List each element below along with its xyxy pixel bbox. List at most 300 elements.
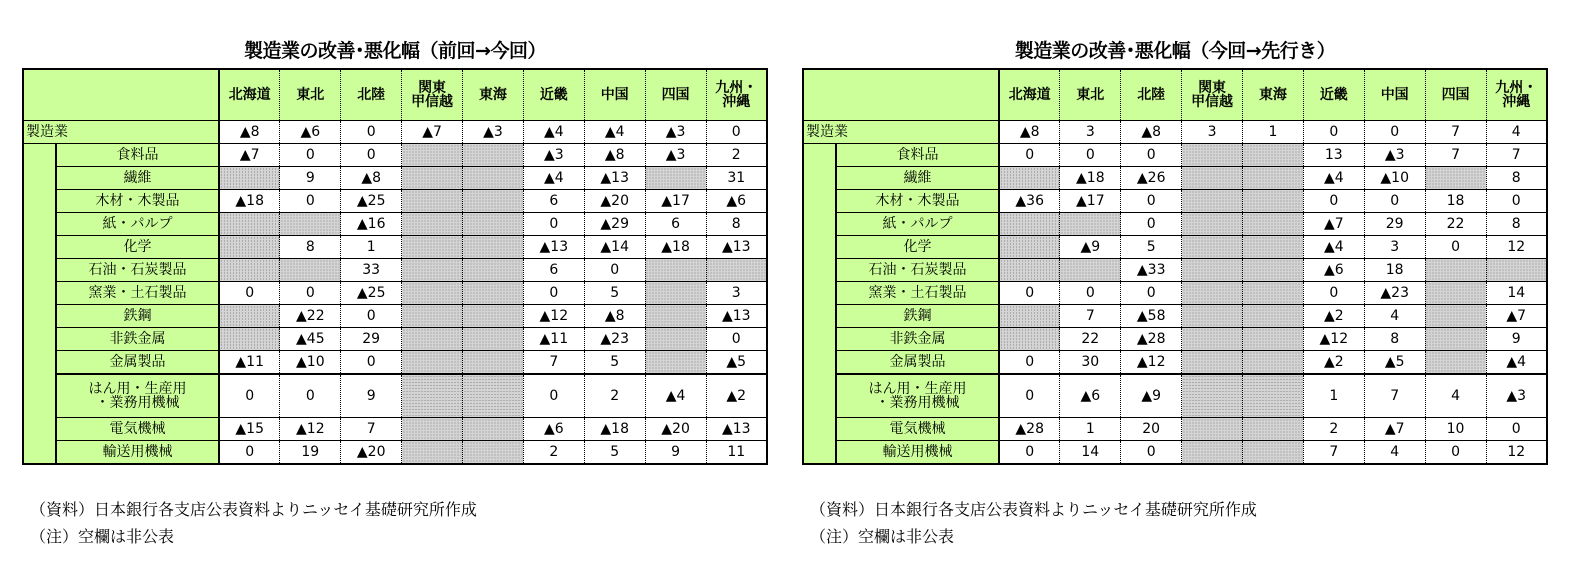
value-cell: 0: [1060, 144, 1121, 167]
value-cell: 8: [706, 213, 767, 236]
value-cell: ▲3: [645, 121, 706, 144]
value-cell: ▲20: [584, 190, 645, 213]
value-cell: 1: [1060, 418, 1121, 441]
value-cell: 3: [1182, 121, 1243, 144]
table-row: [23, 282, 767, 305]
value-cell: ▲13: [706, 305, 767, 328]
undisclosed-cell: [463, 374, 524, 418]
region-header: 東北: [280, 69, 341, 121]
value-cell: ▲7: [219, 144, 280, 167]
value-cell: ▲25: [341, 190, 402, 213]
value-cell: ▲2: [1303, 351, 1364, 375]
undisclosed-cell: [219, 328, 280, 351]
undisclosed-cell: [402, 328, 463, 351]
row-label: 鉄鋼: [56, 305, 219, 328]
undisclosed-cell: [1243, 167, 1304, 190]
value-cell: 0: [999, 144, 1060, 167]
value-cell: ▲7: [1303, 213, 1364, 236]
row-label: 繊維: [836, 167, 999, 190]
table-row: [23, 328, 767, 351]
undisclosed-cell: [402, 441, 463, 465]
table-row: [23, 167, 767, 190]
row-label: 繊維: [56, 167, 219, 190]
value-cell: 5: [1121, 236, 1182, 259]
value-cell: 0: [341, 144, 402, 167]
table-row: [803, 259, 1547, 282]
value-cell: 4: [1425, 374, 1486, 418]
row-label: 石油・石炭製品: [836, 259, 999, 282]
value-cell: 18: [1364, 259, 1425, 282]
value-cell: 13: [1303, 144, 1364, 167]
value-cell: ▲45: [280, 328, 341, 351]
value-cell: 0: [999, 441, 1060, 465]
value-cell: ▲11: [219, 351, 280, 375]
undisclosed-cell: [645, 282, 706, 305]
blank-note: （注）空欄は非公表: [810, 527, 955, 546]
value-cell: 9: [1486, 328, 1547, 351]
value-cell: ▲6: [1060, 374, 1121, 418]
undisclosed-cell: [402, 144, 463, 167]
region-header: 北海道: [219, 69, 280, 121]
row-label: 輸送用機械: [836, 441, 999, 465]
indent-bar: [803, 144, 836, 465]
value-cell: ▲14: [584, 236, 645, 259]
undisclosed-cell: [463, 213, 524, 236]
indent-bar: [23, 144, 56, 465]
undisclosed-cell: [1182, 190, 1243, 213]
table-row: [23, 144, 767, 167]
undisclosed-cell: [219, 213, 280, 236]
value-cell: ▲23: [584, 328, 645, 351]
value-cell: ▲28: [1121, 328, 1182, 351]
value-cell: 8: [1364, 328, 1425, 351]
undisclosed-cell: [219, 305, 280, 328]
table-row: [803, 236, 1547, 259]
row-label: 紙・パルプ: [56, 213, 219, 236]
value-cell: 4: [1364, 441, 1425, 465]
undisclosed-cell: [463, 351, 524, 375]
undisclosed-cell: [1182, 441, 1243, 465]
region-header: 東北: [1060, 69, 1121, 121]
value-cell: 7: [1425, 144, 1486, 167]
value-cell: 0: [1364, 190, 1425, 213]
value-cell: ▲28: [999, 418, 1060, 441]
value-cell: 8: [1486, 213, 1547, 236]
row-label: 電気機械: [836, 418, 999, 441]
undisclosed-cell: [1243, 213, 1304, 236]
table-row: [23, 236, 767, 259]
value-cell: 9: [341, 374, 402, 418]
undisclosed-cell: [1425, 259, 1486, 282]
value-cell: ▲8: [1121, 121, 1182, 144]
header-row: [23, 69, 767, 121]
value-cell: 4: [1364, 305, 1425, 328]
value-cell: 31: [706, 167, 767, 190]
value-cell: ▲5: [1364, 351, 1425, 375]
table-row: [23, 351, 767, 375]
row-label: 金属製品: [56, 351, 219, 375]
value-cell: 12: [1486, 236, 1547, 259]
value-cell: 0: [1425, 236, 1486, 259]
undisclosed-cell: [402, 374, 463, 418]
value-cell: 0: [584, 259, 645, 282]
row-label: 紙・パルプ: [836, 213, 999, 236]
row-label: はん用・生産用 ・業務用機械: [836, 374, 999, 418]
undisclosed-cell: [463, 236, 524, 259]
value-cell: ▲8: [584, 144, 645, 167]
value-cell: ▲33: [1121, 259, 1182, 282]
table-row: [803, 418, 1547, 441]
undisclosed-cell: [402, 259, 463, 282]
undisclosed-cell: [1060, 213, 1121, 236]
value-cell: ▲8: [584, 305, 645, 328]
undisclosed-cell: [1425, 305, 1486, 328]
value-cell: 0: [280, 144, 341, 167]
value-cell: 0: [523, 213, 584, 236]
region-header: 九州・ 沖縄: [1486, 69, 1547, 121]
value-cell: 8: [1486, 167, 1547, 190]
undisclosed-cell: [463, 418, 524, 441]
undisclosed-cell: [1425, 167, 1486, 190]
undisclosed-cell: [999, 167, 1060, 190]
undisclosed-cell: [999, 328, 1060, 351]
value-cell: 22: [1060, 328, 1121, 351]
value-cell: 0: [1060, 282, 1121, 305]
table-row: [23, 190, 767, 213]
value-cell: 0: [1121, 144, 1182, 167]
value-cell: 29: [341, 328, 402, 351]
undisclosed-cell: [463, 259, 524, 282]
undisclosed-cell: [1243, 418, 1304, 441]
row-label: 食料品: [836, 144, 999, 167]
row-label: 石油・石炭製品: [56, 259, 219, 282]
undisclosed-cell: [1243, 236, 1304, 259]
region-header: 中国: [1364, 69, 1425, 121]
undisclosed-cell: [402, 282, 463, 305]
table-row: [23, 213, 767, 236]
region-header: 近畿: [1303, 69, 1364, 121]
undisclosed-cell: [402, 213, 463, 236]
row-label: 食料品: [56, 144, 219, 167]
value-cell: ▲8: [341, 167, 402, 190]
undisclosed-cell: [463, 305, 524, 328]
value-cell: ▲3: [523, 144, 584, 167]
undisclosed-cell: [402, 418, 463, 441]
value-cell: ▲20: [341, 441, 402, 465]
region-header: 四国: [1425, 69, 1486, 121]
undisclosed-cell: [219, 167, 280, 190]
row-label: 化学: [836, 236, 999, 259]
value-cell: 0: [1303, 121, 1364, 144]
value-cell: 0: [1364, 121, 1425, 144]
table-row: [23, 259, 767, 282]
undisclosed-cell: [1243, 441, 1304, 465]
undisclosed-cell: [1243, 328, 1304, 351]
table-title: 製造業の改善･悪化幅（今回→先行き）: [1014, 40, 1336, 62]
header-corner: [803, 69, 999, 121]
value-cell: ▲17: [645, 190, 706, 213]
value-cell: 22: [1425, 213, 1486, 236]
value-cell: 3: [1060, 121, 1121, 144]
value-cell: 8: [280, 236, 341, 259]
table-row: [23, 305, 767, 328]
value-cell: ▲13: [706, 418, 767, 441]
value-cell: 0: [280, 374, 341, 418]
undisclosed-cell: [1182, 328, 1243, 351]
value-cell: ▲10: [1364, 167, 1425, 190]
row-label: 窯業・土石製品: [56, 282, 219, 305]
row-label: 鉄鋼: [836, 305, 999, 328]
undisclosed-cell: [1182, 144, 1243, 167]
undisclosed-cell: [645, 328, 706, 351]
data-table: [22, 68, 768, 465]
row-label: はん用・生産用 ・業務用機械: [56, 374, 219, 418]
value-cell: 20: [1121, 418, 1182, 441]
value-cell: 1: [341, 236, 402, 259]
undisclosed-cell: [706, 259, 767, 282]
undisclosed-cell: [1243, 144, 1304, 167]
undisclosed-cell: [402, 351, 463, 375]
header-corner: [23, 69, 219, 121]
value-cell: ▲5: [706, 351, 767, 375]
undisclosed-cell: [1182, 213, 1243, 236]
undisclosed-cell: [1425, 282, 1486, 305]
undisclosed-cell: [280, 213, 341, 236]
undisclosed-cell: [1243, 374, 1304, 418]
region-header: 四国: [645, 69, 706, 121]
value-cell: 0: [523, 282, 584, 305]
value-cell: 12: [1486, 441, 1547, 465]
value-cell: ▲3: [1364, 144, 1425, 167]
value-cell: 0: [341, 121, 402, 144]
value-cell: 0: [280, 190, 341, 213]
value-cell: ▲20: [645, 418, 706, 441]
table-title: 製造業の改善･悪化幅（前回→今回）: [244, 40, 546, 62]
table-row: [803, 144, 1547, 167]
value-cell: ▲6: [1303, 259, 1364, 282]
value-cell: 7: [523, 351, 584, 375]
table-row: [803, 167, 1547, 190]
undisclosed-cell: [999, 236, 1060, 259]
value-cell: ▲6: [523, 418, 584, 441]
value-cell: 3: [706, 282, 767, 305]
value-cell: ▲10: [280, 351, 341, 375]
value-cell: 0: [341, 351, 402, 375]
value-cell: 0: [999, 282, 1060, 305]
data-table: [802, 68, 1548, 465]
table-row: [803, 213, 1547, 236]
undisclosed-cell: [645, 351, 706, 375]
region-header: 関東 甲信越: [402, 69, 463, 121]
table-row: [803, 121, 1547, 144]
undisclosed-cell: [1243, 351, 1304, 375]
value-cell: 29: [1364, 213, 1425, 236]
value-cell: 0: [280, 282, 341, 305]
table-row: [803, 351, 1547, 375]
row-label: 非鉄金属: [836, 328, 999, 351]
value-cell: ▲17: [1060, 190, 1121, 213]
region-header: 北陸: [1121, 69, 1182, 121]
value-cell: 0: [706, 328, 767, 351]
value-cell: ▲4: [1486, 351, 1547, 375]
table-row: [23, 374, 767, 418]
value-cell: ▲18: [1060, 167, 1121, 190]
value-cell: 0: [999, 351, 1060, 375]
undisclosed-cell: [219, 236, 280, 259]
region-header: 東海: [463, 69, 524, 121]
value-cell: ▲6: [280, 121, 341, 144]
value-cell: ▲4: [523, 167, 584, 190]
row-label: 化学: [56, 236, 219, 259]
value-cell: 10: [1425, 418, 1486, 441]
value-cell: 1: [1243, 121, 1304, 144]
undisclosed-cell: [1425, 328, 1486, 351]
value-cell: 2: [584, 374, 645, 418]
undisclosed-cell: [645, 259, 706, 282]
undisclosed-cell: [999, 213, 1060, 236]
undisclosed-cell: [1486, 259, 1547, 282]
undisclosed-cell: [1060, 259, 1121, 282]
undisclosed-cell: [1182, 418, 1243, 441]
value-cell: 0: [1121, 190, 1182, 213]
table-row: [23, 121, 767, 144]
value-cell: 6: [523, 190, 584, 213]
row-label: 製造業: [23, 121, 219, 144]
value-cell: ▲3: [463, 121, 524, 144]
value-cell: 11: [706, 441, 767, 465]
table-row: [803, 374, 1547, 418]
value-cell: 14: [1060, 441, 1121, 465]
value-cell: ▲36: [999, 190, 1060, 213]
value-cell: ▲12: [1303, 328, 1364, 351]
value-cell: ▲3: [1486, 374, 1547, 418]
value-cell: ▲15: [219, 418, 280, 441]
table-row: [803, 282, 1547, 305]
value-cell: 0: [1486, 418, 1547, 441]
table-row: [803, 190, 1547, 213]
value-cell: 0: [219, 282, 280, 305]
region-header: 近畿: [523, 69, 584, 121]
value-cell: ▲3: [645, 144, 706, 167]
value-cell: 7: [341, 418, 402, 441]
value-cell: 0: [219, 374, 280, 418]
undisclosed-cell: [1182, 167, 1243, 190]
value-cell: ▲12: [523, 305, 584, 328]
undisclosed-cell: [463, 441, 524, 465]
undisclosed-cell: [402, 236, 463, 259]
value-cell: ▲9: [1121, 374, 1182, 418]
value-cell: ▲4: [523, 121, 584, 144]
value-cell: 0: [341, 305, 402, 328]
value-cell: 9: [280, 167, 341, 190]
value-cell: ▲23: [1364, 282, 1425, 305]
undisclosed-cell: [999, 305, 1060, 328]
undisclosed-cell: [1243, 282, 1304, 305]
undisclosed-cell: [463, 282, 524, 305]
table-row: [23, 441, 767, 465]
value-cell: ▲18: [219, 190, 280, 213]
value-cell: 0: [1303, 282, 1364, 305]
value-cell: 0: [1121, 441, 1182, 465]
undisclosed-cell: [1243, 259, 1304, 282]
value-cell: ▲2: [1303, 305, 1364, 328]
value-cell: ▲6: [706, 190, 767, 213]
value-cell: 33: [341, 259, 402, 282]
region-header: 関東 甲信越: [1182, 69, 1243, 121]
undisclosed-cell: [1182, 374, 1243, 418]
value-cell: 0: [523, 374, 584, 418]
value-cell: ▲4: [1303, 236, 1364, 259]
value-cell: ▲26: [1121, 167, 1182, 190]
row-label: 非鉄金属: [56, 328, 219, 351]
undisclosed-cell: [463, 144, 524, 167]
table-row: [803, 441, 1547, 465]
region-header: 東海: [1243, 69, 1304, 121]
row-label: 輸送用機械: [56, 441, 219, 465]
row-label: 製造業: [803, 121, 999, 144]
value-cell: ▲22: [280, 305, 341, 328]
value-cell: ▲9: [1060, 236, 1121, 259]
value-cell: 7: [1303, 441, 1364, 465]
region-header: 北陸: [341, 69, 402, 121]
value-cell: 5: [584, 351, 645, 375]
undisclosed-cell: [645, 167, 706, 190]
value-cell: ▲4: [645, 374, 706, 418]
value-cell: 7: [1364, 374, 1425, 418]
row-label: 木材・木製品: [836, 190, 999, 213]
value-cell: ▲7: [402, 121, 463, 144]
value-cell: ▲8: [219, 121, 280, 144]
value-cell: ▲4: [584, 121, 645, 144]
undisclosed-cell: [402, 167, 463, 190]
source-note: （資料）日本銀行各支店公表資料よりニッセイ基礎研究所作成: [30, 500, 477, 519]
value-cell: 5: [584, 441, 645, 465]
undisclosed-cell: [1182, 236, 1243, 259]
table-row: [23, 418, 767, 441]
undisclosed-cell: [402, 305, 463, 328]
undisclosed-cell: [645, 305, 706, 328]
value-cell: 7: [1486, 144, 1547, 167]
value-cell: ▲4: [1303, 167, 1364, 190]
blank-note: （注）空欄は非公表: [30, 527, 175, 546]
value-cell: 3: [1364, 236, 1425, 259]
value-cell: 0: [1121, 213, 1182, 236]
value-cell: 0: [219, 441, 280, 465]
value-cell: 0: [999, 374, 1060, 418]
value-cell: 0: [1121, 282, 1182, 305]
value-cell: 6: [645, 213, 706, 236]
row-label: 電気機械: [56, 418, 219, 441]
value-cell: 0: [706, 121, 767, 144]
header-row: [803, 69, 1547, 121]
value-cell: ▲12: [1121, 351, 1182, 375]
value-cell: ▲58: [1121, 305, 1182, 328]
value-cell: ▲11: [523, 328, 584, 351]
value-cell: ▲25: [341, 282, 402, 305]
undisclosed-cell: [219, 259, 280, 282]
value-cell: ▲8: [999, 121, 1060, 144]
undisclosed-cell: [1182, 305, 1243, 328]
undisclosed-cell: [1182, 351, 1243, 375]
undisclosed-cell: [1182, 259, 1243, 282]
value-cell: 6: [523, 259, 584, 282]
undisclosed-cell: [1243, 305, 1304, 328]
value-cell: ▲2: [706, 374, 767, 418]
undisclosed-cell: [999, 259, 1060, 282]
source-note: （資料）日本銀行各支店公表資料よりニッセイ基礎研究所作成: [810, 500, 1257, 519]
value-cell: ▲29: [584, 213, 645, 236]
value-cell: ▲12: [280, 418, 341, 441]
